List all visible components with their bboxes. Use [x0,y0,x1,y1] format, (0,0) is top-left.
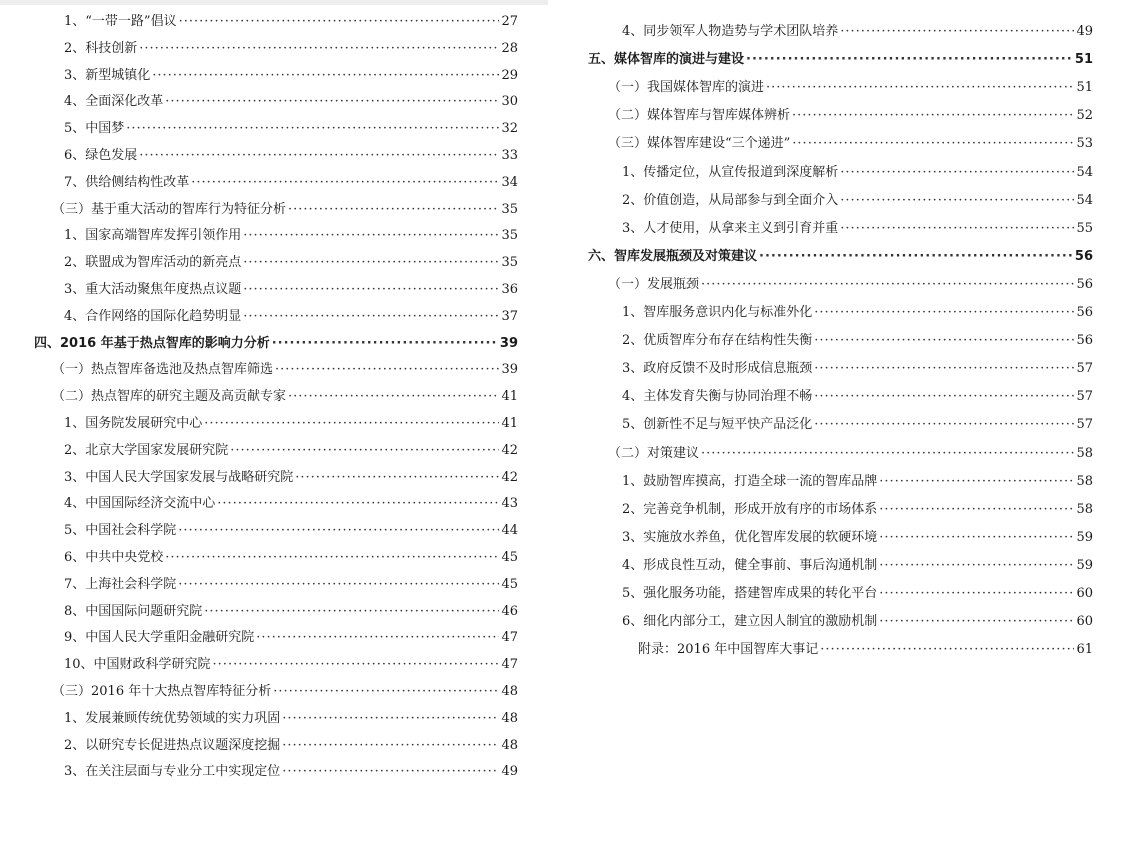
toc-leader-dots [217,494,499,514]
toc-entry-title: （一）发展瓶颈 [608,276,700,292]
toc-leader-dots [814,303,1074,323]
toc-leader-dots [179,12,500,32]
toc-entry-title: 六、智库发展瓶颈及对策建议 [588,248,758,264]
toc-entry[interactable] [608,134,1093,154]
toc-leader-dots [139,39,499,59]
toc-leader-dots [152,66,499,86]
toc-leader-dots [282,762,499,782]
toc-entry[interactable] [622,528,1093,548]
toc-entry-page-number: 39 [501,362,518,378]
toc-entry-page-number: 54 [1076,164,1093,180]
toc-entry-page-number: 49 [501,764,518,780]
toc-entry[interactable] [64,494,518,514]
toc-entry-page-number: 58 [1076,473,1093,489]
toc-leader-dots [879,528,1074,548]
toc-entry[interactable] [622,191,1093,211]
toc-entry-page-number: 56 [1076,305,1093,320]
toc-entry-page-number: 56 [1074,248,1093,264]
toc-entry[interactable] [52,387,518,407]
toc-entry-title: 1、发展兼顾传统优势领域的实力巩固 [64,710,281,726]
toc-entry-title: 4、主体发育失衡与协同治理不畅 [622,389,813,405]
toc-entry-page-number: 43 [501,496,518,512]
toc-leader-dots [243,253,499,273]
toc-leader-dots [879,584,1074,604]
toc-entry-page-number: 32 [501,121,518,137]
toc-entry-page-number: 39 [499,335,518,351]
toc-entry-page-number: 45 [501,576,518,592]
toc-section-heading[interactable] [588,247,1093,267]
toc-leader-dots [746,50,1073,70]
toc-leader-dots [840,163,1074,183]
toc-entry[interactable] [64,709,518,729]
toc-entry-title: 1、国家高端智库发挥引领作用 [64,228,242,244]
toc-entry[interactable] [622,359,1093,379]
toc-leader-dots [792,134,1074,154]
toc-leader-dots [204,602,499,622]
toc-leader-dots [879,500,1074,520]
toc-entry-title: 2、完善竞争机制，形成开放有序的市场体系 [622,501,878,517]
toc-entry[interactable] [622,500,1093,520]
toc-entry-page-number: 51 [1076,80,1093,96]
toc-entry-title: 9、中国人民大学重阳金融研究院 [64,630,255,646]
toc-entry-title: 6、绿色发展 [64,148,138,163]
toc-leader-dots [766,78,1074,98]
toc-leader-dots [792,106,1074,126]
toc-entry-page-number: 34 [501,174,518,190]
toc-entry-title: （二）热点智库的研究主题及高贡献专家 [52,389,287,405]
toc-leader-dots [165,92,499,112]
toc-entry-page-number: 58 [1076,445,1093,461]
toc-entry[interactable] [64,602,518,622]
toc-entry-page-number: 61 [1076,642,1093,658]
toc-leader-dots [840,22,1074,42]
toc-entry-page-number: 48 [501,737,518,753]
toc-entry[interactable] [64,441,518,461]
toc-entry-title: （一）我国媒体智库的演进 [608,80,765,96]
toc-entry[interactable] [64,521,518,541]
toc-leader-dots [282,736,499,756]
toc-entry[interactable] [64,280,518,300]
toc-entry-title: （三）媒体智库建设“三个递进” [608,136,791,152]
toc-entry[interactable] [622,584,1093,604]
toc-entry-page-number: 35 [501,255,518,271]
toc-entry-title: 1、鼓励智库摸高，打造全球一流的智库品牌 [622,473,878,489]
toc-leader-dots [275,360,499,380]
toc-entry-title: 3、人才使用，从拿来主义到引育并重 [622,220,839,236]
toc-entry-page-number: 58 [1076,501,1093,517]
toc-entry[interactable] [64,226,518,246]
toc-entry[interactable] [622,556,1093,576]
toc-entry-page-number: 55 [1076,220,1093,236]
toc-entry-title: 5、创新性不足与短平快产品泛化 [622,417,813,433]
toc-entry[interactable] [608,275,1093,295]
toc-entry-title: 2、以研究专长促进热点议题深度挖掘 [64,737,281,753]
toc-entry-title: 1、国务院发展研究中心 [64,416,203,431]
toc-entry[interactable] [622,387,1093,407]
toc-entry-page-number: 41 [501,389,518,405]
toc-leader-dots [701,275,1074,295]
toc-entry[interactable] [64,253,518,273]
toc-entry-page-number: 47 [501,630,518,646]
toc-leader-dots [759,247,1073,267]
toc-leader-dots [701,444,1074,464]
toc-entry-page-number: 45 [501,550,518,565]
toc-leader-dots [820,640,1074,660]
toc-entry[interactable] [64,12,518,32]
toc-entry[interactable] [64,307,518,327]
toc-entry-page-number: 48 [501,684,518,699]
toc-entry[interactable] [622,415,1093,435]
toc-entry-title: 五、媒体智库的演进与建设 [588,52,745,68]
toc-entry-title: 5、中国梦 [64,121,125,137]
toc-entry-title: （一）热点智库备选池及热点智库筛选 [52,362,274,378]
toc-leader-dots [243,280,499,300]
toc-entry-page-number: 35 [501,228,518,244]
toc-leader-dots [879,556,1074,576]
toc-entry-title: 7、供给侧结构性改革 [64,174,190,190]
toc-entry-page-number: 46 [501,603,518,619]
toc-leader-dots [178,521,499,541]
toc-entry-page-number: 33 [501,148,518,163]
toc-entry-title: 7、上海社会科学院 [64,576,177,592]
toc-entry-title: 2、优质智库分布存在结构性失衡 [622,333,813,349]
toc-entry-page-number: 42 [501,442,518,458]
toc-entry-title: 4、中国国际经济交流中心 [64,496,216,512]
toc-leader-dots [840,219,1074,239]
toc-leader-dots [814,415,1074,435]
toc-entry[interactable] [622,219,1093,239]
toc-entry-title: 4、全面深化改革 [64,94,164,110]
toc-entry-page-number: 57 [1076,417,1093,433]
toc-entry-title: 2、科技创新 [64,40,138,56]
toc-entry-title: 3、中国人民大学国家发展与战略研究院 [64,469,294,485]
toc-entry-title: 4、合作网络的国际化趋势明显 [64,308,242,324]
toc-entry[interactable] [64,762,518,782]
toc-entry-title: 4、同步领军人物造势与学术团队培养 [622,24,839,39]
toc-leader-dots [126,119,499,139]
toc-entry[interactable] [622,303,1093,323]
toc-entry-page-number: 48 [501,710,518,726]
toc-leader-dots [230,441,499,461]
toc-entry-title: （二）媒体智库与智库媒体辨析 [608,108,791,124]
toc-entry-page-number: 49 [1076,24,1093,39]
toc-leader-dots [879,612,1074,632]
toc-entry[interactable] [64,628,518,648]
toc-entry-page-number: 51 [1074,52,1093,68]
toc-entry-title: 10、中国财政科学研究院 [64,657,211,673]
toc-entry-title: 6、中共中央党校 [64,550,164,565]
toc-leader-dots [879,472,1074,492]
toc-entry-page-number: 37 [501,308,518,324]
toc-entry-title: 5、中国社会科学院 [64,523,177,539]
toc-entry-title: 附录：2016 年中国智库大事记 [638,642,819,658]
toc-entry-title: 四、2016 年基于热点智库的影响力分析 [34,335,270,351]
toc-entry-page-number: 53 [1076,136,1093,152]
toc-entry-title: 1、传播定位，从宣传报道到深度解析 [622,164,839,180]
toc-entry[interactable] [622,472,1093,492]
toc-leader-dots [191,173,499,193]
toc-entry[interactable] [64,655,518,675]
toc-entry-page-number: 60 [1076,614,1093,630]
toc-leader-dots [139,146,499,166]
toc-entry-title: 2、联盟成为智库活动的新亮点 [64,255,242,271]
page-top-edge [0,0,548,5]
toc-leader-dots [814,331,1074,351]
toc-entry[interactable] [64,414,518,434]
toc-leader-dots [840,191,1074,211]
toc-entry-title: （三）2016 年十大热点智库特征分析 [52,684,272,699]
toc-entry-page-number: 59 [1076,557,1093,573]
toc-entry-title: 3、重大活动聚焦年度热点议题 [64,282,242,297]
toc-entry-page-number: 60 [1076,586,1093,601]
toc-entry-page-number: 54 [1076,192,1093,208]
toc-entry-page-number: 52 [1076,108,1093,124]
toc-leader-dots [213,655,500,675]
toc-entry[interactable] [52,200,518,220]
toc-leader-dots [814,359,1074,379]
toc-entry[interactable] [608,106,1093,126]
toc-entry[interactable] [64,66,518,86]
toc-entry-title: 3、在关注层面与专业分工中实现定位 [64,764,281,780]
toc-leader-dots [288,387,499,407]
toc-leader-dots [272,334,498,354]
toc-entry-page-number: 27 [501,14,518,29]
toc-entry-page-number: 56 [1076,333,1093,349]
toc-entry-title: 3、实施放水养鱼，优化智库发展的软硬环境 [622,529,878,545]
toc-entry-title: （二）对策建议 [608,445,700,461]
toc-entry-page-number: 57 [1076,389,1093,405]
toc-entry[interactable] [622,331,1093,351]
toc-entry[interactable] [64,468,518,488]
toc-entry[interactable] [622,22,1093,42]
toc-entry[interactable] [64,39,518,59]
toc-entry-title: 2、北京大学国家发展研究院 [64,442,229,458]
toc-entry-title: 4、形成良性互动，健全事前、事后沟通机制 [622,557,878,573]
toc-entry-title: 3、新型城镇化 [64,67,151,83]
toc-entry[interactable] [64,119,518,139]
toc-entry[interactable] [622,612,1093,632]
toc-entry[interactable] [608,444,1093,464]
toc-entry-page-number: 56 [1076,276,1093,292]
toc-entry-page-number: 28 [501,40,518,56]
toc-leader-dots [256,628,499,648]
toc-leader-dots [273,682,499,702]
toc-leader-dots [295,468,499,488]
toc-leader-dots [243,226,499,246]
toc-entry-title: 1、智库服务意识内化与标准外化 [622,305,813,320]
toc-leader-dots [165,548,499,568]
toc-entry-page-number: 30 [501,94,518,110]
toc-entry-page-number: 42 [501,469,518,485]
toc-entry[interactable] [64,736,518,756]
toc-entry-title: 3、政府反馈不及时形成信息瓶颈 [622,361,813,377]
toc-entry[interactable] [52,360,518,380]
toc-section-heading[interactable] [34,334,518,354]
toc-entry-page-number: 57 [1076,361,1093,377]
toc-entry-title: （三）基于重大活动的智库行为特征分析 [52,201,287,217]
toc-entry-page-number: 41 [501,416,518,431]
toc-entry-page-number: 47 [501,657,518,673]
toc-section-heading[interactable] [588,50,1093,70]
toc-entry-title: 6、细化内部分工，建立因人制宜的激励机制 [622,614,878,630]
toc-entry-page-number: 35 [501,201,518,217]
toc-entry[interactable] [64,548,518,568]
toc-leader-dots [178,575,499,595]
toc-entry[interactable] [638,640,1093,660]
toc-entry[interactable] [64,575,518,595]
toc-leader-dots [288,200,499,220]
toc-entry-page-number: 29 [501,67,518,83]
toc-entry[interactable] [608,78,1093,98]
toc-entry[interactable] [52,682,518,702]
toc-entry-page-number: 59 [1076,529,1093,545]
toc-entry-title: 2、价值创造，从局部参与到全面介入 [622,192,839,208]
toc-entry-title: 8、中国国际问题研究院 [64,603,203,619]
toc-entry[interactable] [622,163,1093,183]
toc-entry-page-number: 36 [501,282,518,297]
toc-entry[interactable] [64,92,518,112]
toc-leader-dots [204,414,499,434]
toc-leader-dots [243,307,499,327]
toc-entry-title: 5、强化服务功能，搭建智库成果的转化平台 [622,586,878,601]
toc-entry-page-number: 44 [501,523,518,539]
toc-leader-dots [282,709,499,729]
toc-leader-dots [814,387,1074,407]
toc-entry[interactable] [64,146,518,166]
toc-entry-title: 1、“一带一路”倡议 [64,14,177,29]
toc-entry[interactable] [64,173,518,193]
